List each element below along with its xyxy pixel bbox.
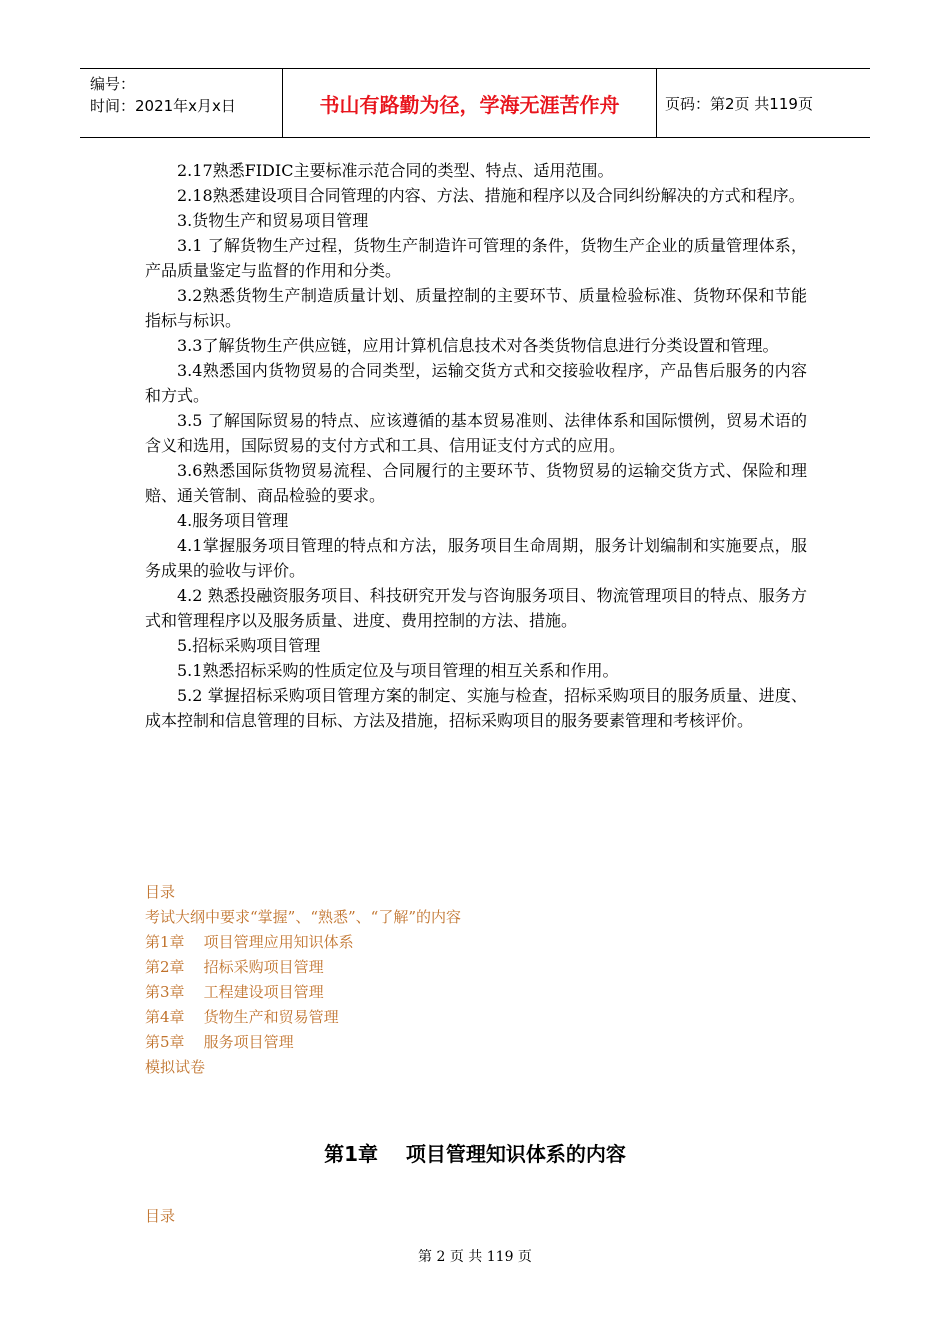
paragraph: 3.3了解货物生产供应链，应用计算机信息技术对各类货物信息进行分类设置和管理。 <box>177 336 779 355</box>
paragraph: 3.2熟悉货物生产制造质量计划、质量控制的主要环节、质量检验标准、货物环保和节能指标与标识。 <box>145 286 807 330</box>
paragraph: 3.6熟悉国际货物贸易流程、合同履行的主要环节、货物贸易的运输交货方式、保险和理赔、通关管制、商品检验的要求。 <box>145 461 807 505</box>
toc-link[interactable]: 目录 <box>145 883 176 901</box>
toc-link[interactable]: 目录 <box>145 1207 176 1225</box>
document-number-label: 编号： <box>90 75 136 93</box>
toc-link[interactable]: 第5章 服务项目管理 <box>145 1033 294 1051</box>
header-motto: 书山有路勤为径，学海无涯苦作舟 <box>283 69 657 137</box>
paragraph: 2.18熟悉建设项目合同管理的内容、方法、措施和程序以及合同纠纷解决的方式和程序。 <box>177 186 805 205</box>
paragraph: 4.1掌握服务项目管理的特点和方法，服务项目生命周期，服务计划编制和实施要点，服务成果的验收与评价。 <box>145 536 807 580</box>
paragraph: 3.4熟悉国内货物贸易的合同类型，运输交货方式和交接验收程序，产品售后服务的内容和方式。 <box>145 361 807 405</box>
body-text <box>145 158 807 733</box>
paragraph: 3.1 了解货物生产过程，货物生产制造许可管理的条件，货物生产企业的质量管理体系，产品质量鉴定与监督的作用和分类。 <box>145 236 807 280</box>
toc-link[interactable]: 考试大纲中要求“掌握”、“熟悉”、“了解”的内容 <box>145 908 462 926</box>
page-header <box>80 68 870 138</box>
paragraph: 5.1熟悉招标采购的性质定位及与项目管理的相互关系和作用。 <box>177 661 619 680</box>
toc-link[interactable]: 第2章 招标采购项目管理 <box>145 958 324 976</box>
chapter-title: 第1章 项目管理知识体系的内容 <box>324 1142 626 1166</box>
section-heading: 5.招标采购项目管理 <box>177 636 321 655</box>
page-footer: 第 2 页 共 119 页 <box>418 1249 532 1265</box>
table-of-contents <box>145 880 805 1080</box>
paragraph: 4.2 熟悉投融资服务项目、科技研究开发与咨询服务项目、物流管理项目的特点、服务方式和管理程序以及服务质量、进度、费用控制的方法、措施。 <box>145 586 807 630</box>
toc-link[interactable]: 第3章 工程建设项目管理 <box>145 983 324 1001</box>
toc-link[interactable]: 第1章 项目管理应用知识体系 <box>145 933 354 951</box>
section-heading: 3.货物生产和贸易项目管理 <box>177 211 369 230</box>
toc-link[interactable]: 第4章 货物生产和贸易管理 <box>145 1008 339 1026</box>
header-left-cell <box>80 69 283 137</box>
paragraph: 2.17熟悉FIDIC主要标准示范合同的类型、特点、适用范围。 <box>177 161 614 180</box>
toc-link[interactable]: 模拟试卷 <box>145 1058 206 1076</box>
document-date-label: 时间：2021年x月x日 <box>90 97 236 115</box>
paragraph: 5.2 掌握招标采购项目管理方案的制定、实施与检查，招标采购项目的服务质量、进度、成本控制和信息管理的目标、方法及措施，招标采购项目的服务要素管理和考核评价。 <box>145 686 807 730</box>
header-page-label: 页码：第2页 共119页 <box>665 94 813 113</box>
paragraph: 3.5 了解国际贸易的特点、应该遵循的基本贸易准则、法律体系和国际惯例，贸易术语的含义和选用，国际贸易的支付方式和工具、信用证支付方式的应用。 <box>145 411 807 455</box>
section-heading: 4.服务项目管理 <box>177 511 289 530</box>
